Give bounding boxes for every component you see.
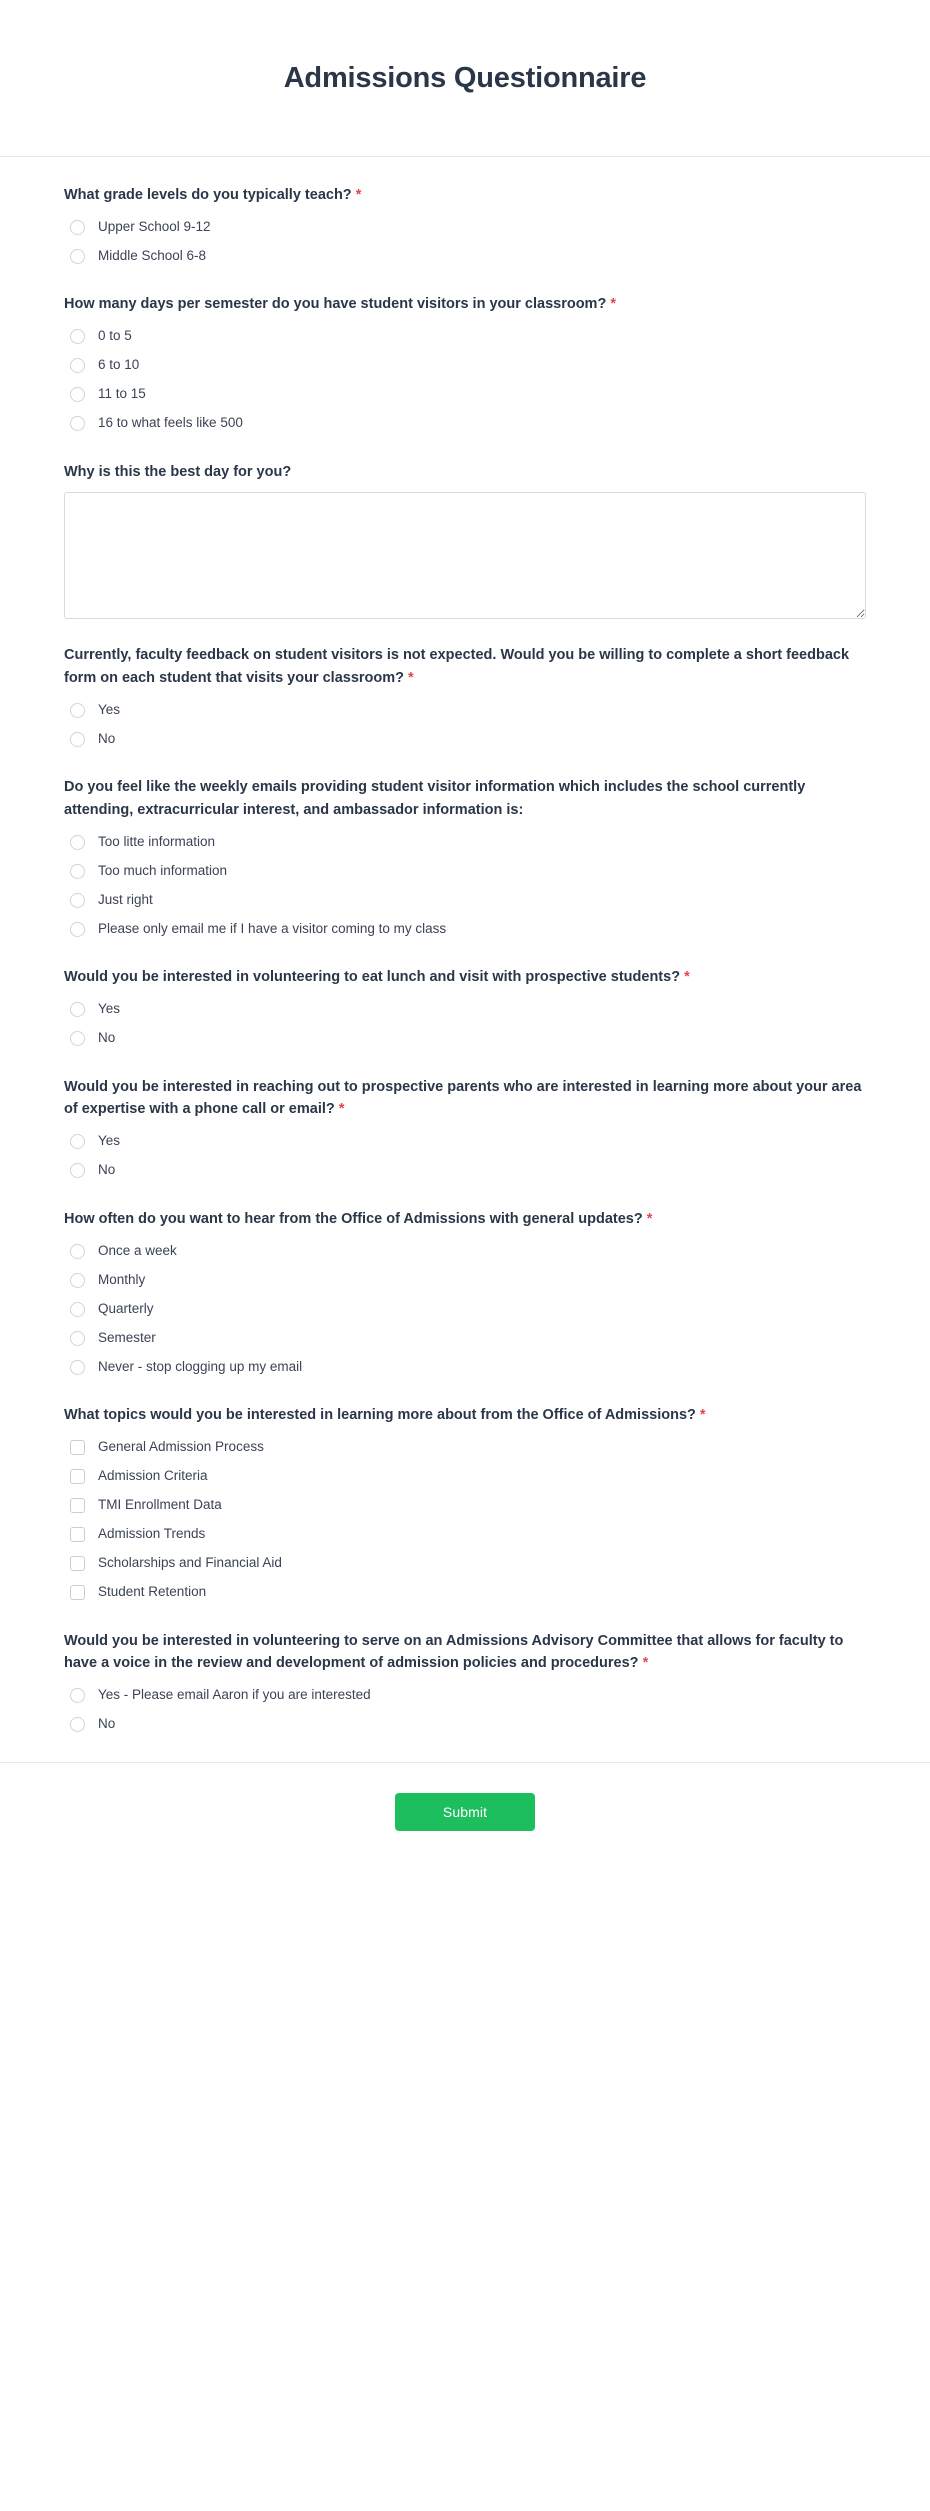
form-body xyxy=(0,157,930,1737)
radio-icon[interactable] xyxy=(70,249,85,264)
option-label: Never - stop clogging up my email xyxy=(98,1358,303,1374)
form-footer xyxy=(0,1762,930,1871)
option-label: Upper School 9-12 xyxy=(98,219,211,235)
options-group xyxy=(64,1130,866,1183)
question-label-text: What topics would you be interested in learning more about from the Office of Admissions? xyxy=(64,1407,696,1424)
question-label xyxy=(64,1630,866,1675)
option-label: No xyxy=(98,1716,116,1732)
radio-icon[interactable] xyxy=(70,1244,85,1259)
option-label: Once a week xyxy=(98,1242,177,1258)
submit-button[interactable]: Submit xyxy=(395,1793,535,1831)
radio-option-row[interactable] xyxy=(64,1713,866,1737)
options-group xyxy=(64,830,866,941)
option-label: Middle School 6-8 xyxy=(98,248,207,264)
radio-option-row[interactable] xyxy=(64,354,866,378)
checkbox-icon[interactable] xyxy=(70,1469,85,1484)
checkbox-option-row[interactable] xyxy=(64,1552,866,1576)
question-label xyxy=(64,1208,866,1230)
radio-icon[interactable] xyxy=(70,416,85,431)
checkbox-icon[interactable] xyxy=(70,1585,85,1600)
checkbox-icon[interactable] xyxy=(70,1527,85,1542)
option-label: 0 to 5 xyxy=(98,328,132,344)
question-block-lunch-volunteering xyxy=(64,966,866,1050)
page-title: Admissions Questionnaire xyxy=(283,61,647,94)
radio-option-row[interactable] xyxy=(64,1268,866,1292)
question-block-days-per-semester xyxy=(64,293,866,435)
checkbox-icon[interactable] xyxy=(70,1556,85,1571)
question-label-text: Why is this the best day for you? xyxy=(64,463,292,480)
radio-icon[interactable] xyxy=(70,864,85,879)
options-group xyxy=(64,1684,866,1737)
radio-icon[interactable] xyxy=(70,703,85,718)
radio-icon[interactable] xyxy=(70,329,85,344)
checkbox-option-row[interactable] xyxy=(64,1494,866,1518)
question-label-text: Currently, faculty feedback on student visitors is not expected. Would you be willing to complete a short feedback form on each student that visits your classroom? xyxy=(64,647,850,686)
option-label: Admission Criteria xyxy=(98,1468,208,1484)
option-label: No xyxy=(98,1162,116,1178)
radio-option-row[interactable] xyxy=(64,888,866,912)
required-asterisk: * xyxy=(699,1407,706,1424)
radio-option-row[interactable] xyxy=(64,1355,866,1379)
option-label: Scholarships and Financial Aid xyxy=(98,1555,282,1571)
checkbox-option-row[interactable] xyxy=(64,1523,866,1547)
question-block-best-day-reason xyxy=(64,461,866,619)
radio-option-row[interactable] xyxy=(64,1297,866,1321)
radio-icon[interactable] xyxy=(70,387,85,402)
required-asterisk: * xyxy=(408,669,414,686)
option-label: 6 to 10 xyxy=(98,357,140,373)
question-label xyxy=(64,461,866,483)
question-label xyxy=(64,184,866,206)
radio-icon[interactable] xyxy=(70,1331,85,1346)
radio-option-row[interactable] xyxy=(64,830,866,854)
radio-icon[interactable] xyxy=(70,1273,85,1288)
radio-icon[interactable] xyxy=(70,1134,85,1149)
question-block-topics-of-interest xyxy=(64,1404,866,1604)
radio-icon[interactable] xyxy=(70,732,85,747)
option-label: No xyxy=(98,1030,116,1046)
radio-icon[interactable] xyxy=(70,1360,85,1375)
required-asterisk: * xyxy=(338,1101,345,1118)
question-label-text: Would you be interested in volunteering to eat lunch and visit with prospective students? xyxy=(64,969,681,986)
radio-option-row[interactable] xyxy=(64,859,866,883)
option-label: Student Retention xyxy=(98,1584,207,1600)
required-asterisk: * xyxy=(646,1210,653,1227)
options-group xyxy=(64,325,866,436)
option-label: Just right xyxy=(98,891,153,907)
radio-option-row[interactable] xyxy=(64,1159,866,1183)
radio-option-row[interactable] xyxy=(64,215,866,239)
radio-option-row[interactable] xyxy=(64,1239,866,1263)
radio-option-row[interactable] xyxy=(64,727,866,751)
options-group xyxy=(64,1239,866,1379)
question-label-text: What grade levels do you typically teach? xyxy=(64,187,352,203)
radio-icon[interactable] xyxy=(70,835,85,850)
question-block-grade-levels xyxy=(64,184,866,268)
question-block-feedback-form-willingness xyxy=(64,644,866,751)
option-label: General Admission Process xyxy=(98,1439,264,1455)
textarea-wrapper xyxy=(64,492,866,619)
radio-icon[interactable] xyxy=(70,922,85,937)
radio-icon[interactable] xyxy=(70,1688,85,1703)
question-block-weekly-emails-opinion xyxy=(64,776,866,941)
long-answer-input[interactable] xyxy=(64,492,866,619)
radio-icon[interactable] xyxy=(70,1302,85,1317)
option-label: Too litte information xyxy=(98,833,216,849)
radio-option-row[interactable] xyxy=(64,1684,866,1708)
option-label: Too much information xyxy=(98,862,228,878)
question-block-advisory-committee xyxy=(64,1630,866,1737)
question-label xyxy=(64,966,866,988)
option-label: Quarterly xyxy=(98,1300,154,1316)
radio-option-row[interactable] xyxy=(64,917,866,941)
option-label: Yes xyxy=(98,701,121,717)
option-label: Semester xyxy=(98,1329,156,1345)
question-label xyxy=(64,293,866,315)
option-label: 11 to 15 xyxy=(98,386,146,402)
question-label-text: Would you be interested in reaching out to prospective parents who are interested in learning more about your area of expertise with a phone call or email? xyxy=(64,1078,862,1118)
question-block-parent-outreach xyxy=(64,1076,866,1183)
radio-option-row[interactable] xyxy=(64,244,866,268)
question-label xyxy=(64,644,866,689)
radio-option-row[interactable] xyxy=(64,1130,866,1154)
required-asterisk: * xyxy=(684,969,690,986)
checkbox-option-row[interactable] xyxy=(64,1465,866,1489)
checkbox-option-row[interactable] xyxy=(64,1581,866,1605)
radio-icon[interactable] xyxy=(70,220,85,235)
options-group xyxy=(64,998,866,1051)
option-label: No xyxy=(98,730,116,746)
radio-icon[interactable] xyxy=(70,358,85,373)
question-label-text: How many days per semester do you have student visitors in your classroom? xyxy=(64,296,607,313)
radio-option-row[interactable] xyxy=(64,383,866,407)
radio-option-row[interactable] xyxy=(64,412,866,436)
question-label-text: How often do you want to hear from the Office of Admissions with general updates? xyxy=(64,1210,643,1227)
checkbox-option-row[interactable] xyxy=(64,1436,866,1460)
options-group xyxy=(64,698,866,751)
radio-icon[interactable] xyxy=(70,1717,85,1732)
required-asterisk: * xyxy=(642,1655,649,1672)
options-group xyxy=(64,1436,866,1605)
radio-option-row[interactable] xyxy=(64,325,866,349)
question-label xyxy=(64,1076,866,1121)
option-label: 16 to what feels like 500 xyxy=(98,415,243,431)
option-label: TMI Enrollment Data xyxy=(98,1497,222,1513)
options-group xyxy=(64,215,866,268)
required-asterisk: * xyxy=(355,187,362,203)
option-label: Admission Trends xyxy=(98,1526,206,1542)
option-label: Please only email me if I have a visitor coming to my class xyxy=(98,920,447,936)
radio-icon[interactable] xyxy=(70,1002,85,1017)
radio-option-row[interactable] xyxy=(64,1027,866,1051)
question-label xyxy=(64,776,866,821)
radio-icon[interactable] xyxy=(70,1031,85,1046)
checkbox-icon[interactable] xyxy=(70,1440,85,1455)
question-block-update-frequency xyxy=(64,1208,866,1379)
option-label: Yes - Please email Aaron if you are interested xyxy=(98,1687,371,1703)
radio-option-row[interactable] xyxy=(64,1326,866,1350)
radio-icon[interactable] xyxy=(70,1163,85,1178)
option-label: Yes xyxy=(98,1133,121,1149)
question-label xyxy=(64,1404,866,1426)
question-label-text: Would you be interested in volunteering to serve on an Admissions Advisory Committee that allows for faculty to have a voice in the review and development of admission policies and procedures? xyxy=(64,1632,844,1672)
required-asterisk: * xyxy=(610,296,616,313)
form-header xyxy=(0,0,930,157)
radio-option-row[interactable] xyxy=(64,698,866,722)
radio-option-row[interactable] xyxy=(64,998,866,1022)
radio-icon[interactable] xyxy=(70,893,85,908)
option-label: Monthly xyxy=(98,1271,146,1287)
checkbox-icon[interactable] xyxy=(70,1498,85,1513)
option-label: Yes xyxy=(98,1001,121,1017)
question-label-text: Do you feel like the weekly emails providing student visitor information which includes the school currently attending, extracurricular interest, and ambassador information is: xyxy=(64,779,806,818)
